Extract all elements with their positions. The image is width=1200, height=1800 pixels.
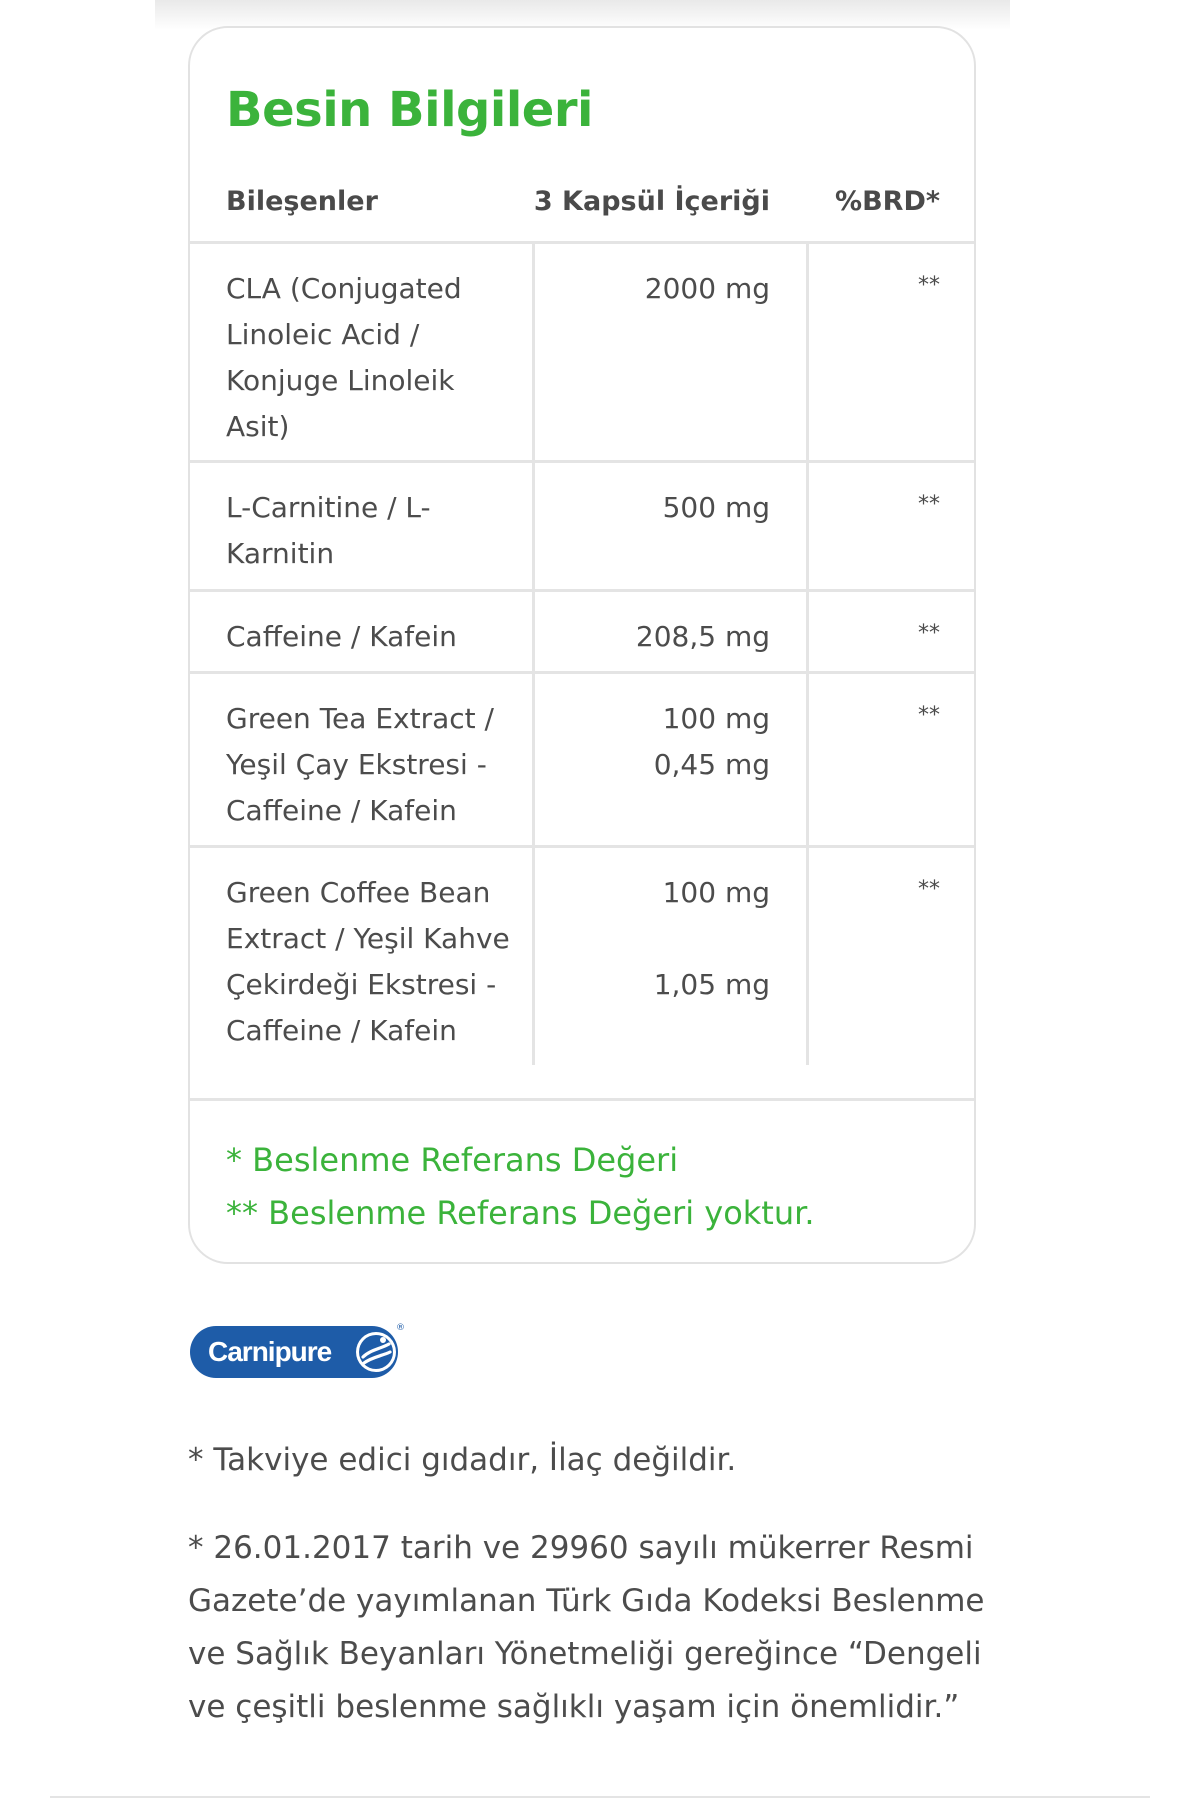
ingredient-name: Caffeine / Kafein — [190, 592, 535, 671]
amount-value: 100 mg — [662, 876, 770, 909]
table-row — [190, 241, 974, 460]
ingredient-amount — [535, 674, 809, 845]
brd-value: ** — [918, 492, 940, 517]
table-row — [190, 671, 974, 845]
carnipure-logo — [190, 1323, 404, 1379]
table-row — [190, 845, 974, 1065]
amount-value: 0,45 mg — [653, 748, 770, 781]
ingredient-amount — [535, 463, 809, 589]
footnotes — [190, 1098, 974, 1232]
header-amount: 3 Kapsül İçeriği — [533, 186, 770, 217]
ingredient-amount — [535, 848, 809, 1065]
divider — [50, 1796, 1150, 1798]
amount-value: 1,05 mg — [653, 968, 770, 1001]
amount-value: 2000 mg — [644, 272, 770, 305]
ingredient-amount — [535, 244, 809, 460]
brd-value: ** — [918, 273, 940, 298]
registered-mark: ® — [396, 1323, 405, 1333]
brd-value: ** — [918, 877, 940, 902]
ingredient-amount — [535, 592, 809, 671]
amount-value: 208,5 mg — [635, 620, 770, 653]
card-title: Besin Bilgileri — [226, 82, 593, 138]
header-ingredients: Bileşenler — [226, 186, 378, 217]
ingredient-name: L-Carnitine / L-Karnitin — [190, 463, 535, 589]
runner-icon — [354, 1330, 398, 1374]
table-row — [190, 589, 974, 671]
regulation-disclaimer: * 26.01.2017 tarih ve 29960 sayılı mükerrer Resmi Gazete’de yayımlanan Türk Gıda Kodeksi Beslenme ve Sağlık Beyanları Yönetmeliği gereğince “Dengeli ve çeşitli beslenme sağlıklı yaşam için önemlidir.” — [188, 1530, 985, 1725]
table-row — [190, 460, 974, 589]
header-brd: %BRD* — [835, 186, 940, 217]
logo-text: Carnipure — [208, 1336, 332, 1367]
ingredient-name: CLA (Conjugated Linoleic Acid / Konjuge Linoleik Asit) — [190, 244, 535, 460]
amount-value: 500 mg — [662, 491, 770, 524]
brd-value: ** — [918, 621, 940, 646]
brd-value: ** — [918, 703, 940, 728]
nutrition-table — [190, 241, 974, 1065]
supplement-disclaimer: * Takviye edici gıdadır, İlaç değildir. — [188, 1442, 737, 1478]
ingredient-name: Green Coffee Bean Extract / Yeşil Kahve Çekirdeği Ekstresi -Caffeine / Kafein — [190, 848, 535, 1065]
nutrition-card — [188, 26, 976, 1264]
amount-value — [545, 916, 770, 962]
footnote-brd: * Beslenme Referans Değeri — [226, 1141, 679, 1179]
ingredient-name: Green Tea Extract / Yeşil Çay Ekstresi -Caffeine / Kafein — [190, 674, 535, 845]
footnote-no-brd: ** Beslenme Referans Değeri yoktur. — [226, 1194, 815, 1232]
amount-value: 100 mg — [662, 702, 770, 735]
